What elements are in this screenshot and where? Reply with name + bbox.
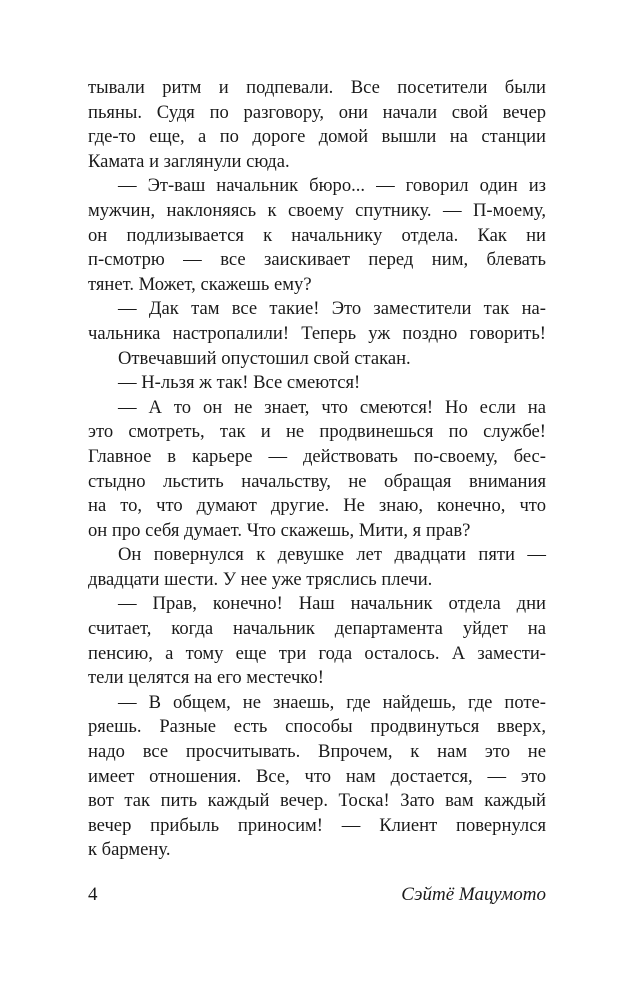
paragraph bbox=[88, 76, 546, 174]
paragraph bbox=[88, 297, 546, 346]
paragraph bbox=[88, 396, 546, 544]
text-line: вечер прибыль приносим! — Клиент повернулся bbox=[88, 814, 546, 836]
text-line: стыдно льстить начальству, не обращая внимания bbox=[88, 470, 546, 492]
text-line: к бармену. bbox=[88, 839, 171, 861]
text-line: тели целятся на его местечко! bbox=[88, 667, 324, 689]
paragraph bbox=[88, 347, 546, 372]
text-line: пенсию, а тому еще три года осталось. А замести- bbox=[88, 642, 546, 664]
text-line: — В общем, не знаешь, где найдешь, где поте- bbox=[118, 691, 546, 713]
text-line: Он повернулся к девушке лет двадцати пяти — bbox=[118, 544, 546, 566]
paragraph bbox=[88, 174, 546, 297]
text-line: Главное в карьере — действовать по-своему, бес- bbox=[88, 445, 546, 467]
text-line: он подлизывается к начальнику отдела. Как ни bbox=[88, 224, 546, 246]
text-line: надо все просчитывать. Впрочем, к нам это не bbox=[88, 741, 546, 763]
text-line: чальника настропалили! Теперь уж поздно говорить! bbox=[88, 322, 546, 344]
text-line: это смотреть, так и не продвинешься по службе! bbox=[88, 421, 546, 443]
page-number: 4 bbox=[88, 884, 98, 905]
page-body bbox=[88, 76, 546, 863]
text-line: двадцати шести. У нее уже тряслись плечи. bbox=[88, 568, 433, 590]
text-line: где-то еще, а по дороге домой вышли на станции bbox=[88, 126, 546, 148]
text-line: тывали ритм и подпевали. Все посетители были bbox=[88, 77, 546, 98]
text-line: тянет. Может, скажешь ему? bbox=[88, 273, 312, 295]
text-line: на то, что думают другие. Не знаю, конечно, что bbox=[88, 495, 546, 517]
text-line: вот так пить каждый вечер. Тоска! Зато вам каждый bbox=[88, 790, 546, 812]
text-line: — Дак там все такие! Это заместители так на- bbox=[118, 298, 546, 320]
running-author: Сэйтё Мацумото bbox=[401, 884, 546, 905]
text-line: — Н-льзя ж так! Все смеются! bbox=[118, 372, 361, 394]
paragraph bbox=[88, 691, 546, 863]
text-line: — А то он не знает, что смеются! Но если на bbox=[118, 396, 546, 418]
text-line: пьяны. Судя по разговору, они начали свой вечер bbox=[88, 101, 546, 123]
paragraph bbox=[88, 371, 546, 396]
text-line: Отвечавший опустошил свой стакан. bbox=[118, 347, 411, 369]
paragraph bbox=[88, 592, 546, 690]
text-line: мужчин, наклоняясь к своему спутнику. — П-моему, bbox=[88, 199, 546, 221]
text-line: он про себя думает. Что скажешь, Мити, я прав? bbox=[88, 519, 471, 541]
text-line: п-смотрю — все заискивает перед ним, блевать bbox=[88, 249, 546, 271]
text-line: Камата и заглянули сюда. bbox=[88, 150, 290, 172]
text-line: — Эт-ваш начальник бюро... — говорил один из bbox=[118, 175, 546, 197]
text-line: ряешь. Разные есть способы продвинуться вверх, bbox=[88, 716, 546, 738]
text-line: считает, когда начальник департамента уйдет на bbox=[88, 618, 546, 640]
text-line: — Прав, конечно! Наш начальник отдела дни bbox=[118, 593, 546, 615]
paragraph bbox=[88, 543, 546, 592]
text-line: имеет отношения. Все, что нам достается, — это bbox=[88, 765, 546, 787]
